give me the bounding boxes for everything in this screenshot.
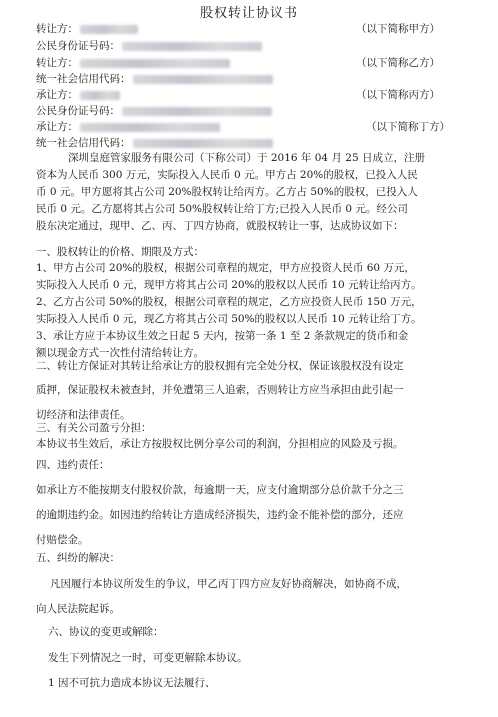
- party-line-id-a: [36, 39, 262, 53]
- section-5-line: 凡因履行本协议所发生的争议，甲乙丙丁四方应友好协商解决，如协商不成，: [50, 578, 407, 590]
- section-5-body: [36, 572, 466, 622]
- party-line-transferee-c: [36, 88, 120, 102]
- intro-line: 民币 0 元。乙方愿将其占公司 50%股权转让给丁方;已投入人民币 0 元。经公司: [36, 203, 408, 215]
- section-1-line: 3、承让方应于本协议生效之日起 5 天内，按第一条 1 至 2 条款规定的货币和金: [36, 330, 409, 342]
- party-label: 统一社会信用代码：: [36, 137, 131, 149]
- party-line-credit-b: [36, 72, 273, 86]
- redacted-credit-code: [133, 139, 273, 148]
- redacted-credit-code: [133, 75, 273, 84]
- section-3-line: 本协议书生效后，承让方按股权比例分享公司的利润，分担相应的风险及亏损。: [36, 438, 404, 450]
- section-4-line: 的逾期违约金。如因违约给转让方造成经济损失，违约金不能补偿的部分，还应: [36, 509, 404, 521]
- party-label: 公民身份证号码：: [36, 105, 120, 117]
- section-1-line: 实际投入人民币 0 元，现甲方将其占公司 20%的股权以人民币 10 元转让给丙方。: [36, 279, 422, 291]
- section-4-line: 付赔偿金。: [36, 534, 89, 546]
- section-6-title: 六、协议的变更或解除：: [48, 626, 164, 638]
- section-1-title: 一、股权转让的价格、期限及方式：: [36, 246, 204, 258]
- section-4-line: 如承让方不能按期支付股权价款，每逾期一天，应支付逾期部分总价款千分之三: [36, 484, 404, 496]
- party-line-transferee-d: [36, 120, 220, 134]
- intro-line: 股东决定通过，现甲、乙、丙、丁四方协商，就股权转让一事，达成协议如下：: [36, 220, 404, 232]
- party-label: 承让方：: [36, 121, 78, 133]
- redacted-name: [80, 59, 230, 68]
- intro-paragraph: [36, 150, 466, 235]
- intro-line: 资本为人民币 300 万元，实际投入人民币 0 元。甲方占 20%的股权，已投入人民: [36, 169, 418, 181]
- section-5-title: 五、纠纷的解决：: [36, 552, 120, 564]
- section-1-line: 额以现金方式一次性付清给转让方。: [36, 347, 204, 359]
- party-note-a: （以下简称甲方）: [356, 23, 440, 35]
- section-3-title: 三、有关公司盈亏分担：: [36, 422, 152, 434]
- party-label: 公民身份证号码：: [36, 40, 120, 52]
- party-note-c: （以下简称丙方）: [356, 89, 440, 101]
- party-line-id-c: [36, 104, 272, 118]
- redacted-name: [80, 123, 220, 132]
- party-label: 转让方：: [36, 23, 78, 35]
- party-note-b: （以下简称乙方）: [356, 57, 440, 69]
- document-title: 股权转让协议书: [199, 6, 298, 21]
- section-2-line: 质押，保证股权未被查封，并免遭第三人追索，否则转让方应当承担由此引起一: [36, 384, 404, 396]
- section-1-line: 1、甲方占公司 20%的股权，根据公司章程的规定，甲方应投资人民币 60 万元，: [36, 262, 415, 274]
- section-4-body: [36, 478, 466, 553]
- party-line-transferor-a: [36, 22, 138, 36]
- party-label: 转让方：: [36, 57, 78, 69]
- section-6-body: [48, 646, 478, 696]
- party-note-d: （以下简称丁方）: [366, 121, 450, 133]
- redacted-name: [80, 91, 120, 100]
- section-1-body: [36, 260, 466, 362]
- section-1-line: 2、乙方占公司 50%的股权，根据公司章程的规定，乙方应投资人民币 150 万元，: [36, 296, 422, 308]
- section-2-title: 二、转让方保证对其转让给承让方的股权拥有完全处分权，保证该股权没有设定: [36, 360, 404, 372]
- redacted-name: [80, 25, 138, 34]
- section-5-line: 向人民法院起诉。: [36, 603, 120, 615]
- section-2-line: 切经济和法律责任。: [36, 409, 131, 421]
- section-1-line: 实际投入人民币 0 元，现乙方将其占公司 50%的股权以人民币 10 元转让给丁方。: [36, 313, 422, 325]
- redacted-id: [122, 42, 262, 51]
- party-label: 统一社会信用代码：: [36, 73, 131, 85]
- section-6-line: 发生下列情况之一时，可变更解除本协议。: [48, 652, 248, 664]
- section-6-line: 1 因不可抗力造成本协议无法履行、: [48, 677, 216, 689]
- redacted-id: [122, 107, 272, 116]
- section-4-title: 四、违约责任：: [36, 459, 110, 471]
- party-label: 承让方：: [36, 89, 78, 101]
- party-line-credit-d: [36, 136, 273, 150]
- intro-line: 币 0 元。甲方愿将其占公司 20%股权转让给丙方。乙方占 50%的股权，已投入人: [36, 186, 418, 198]
- party-line-transferor-b: [36, 56, 230, 70]
- section-3-body: [36, 436, 466, 453]
- intro-line: 深圳皇庭管家服务有限公司（下称公司）于 2016 年 04 月 25 日成立，注册: [68, 152, 425, 164]
